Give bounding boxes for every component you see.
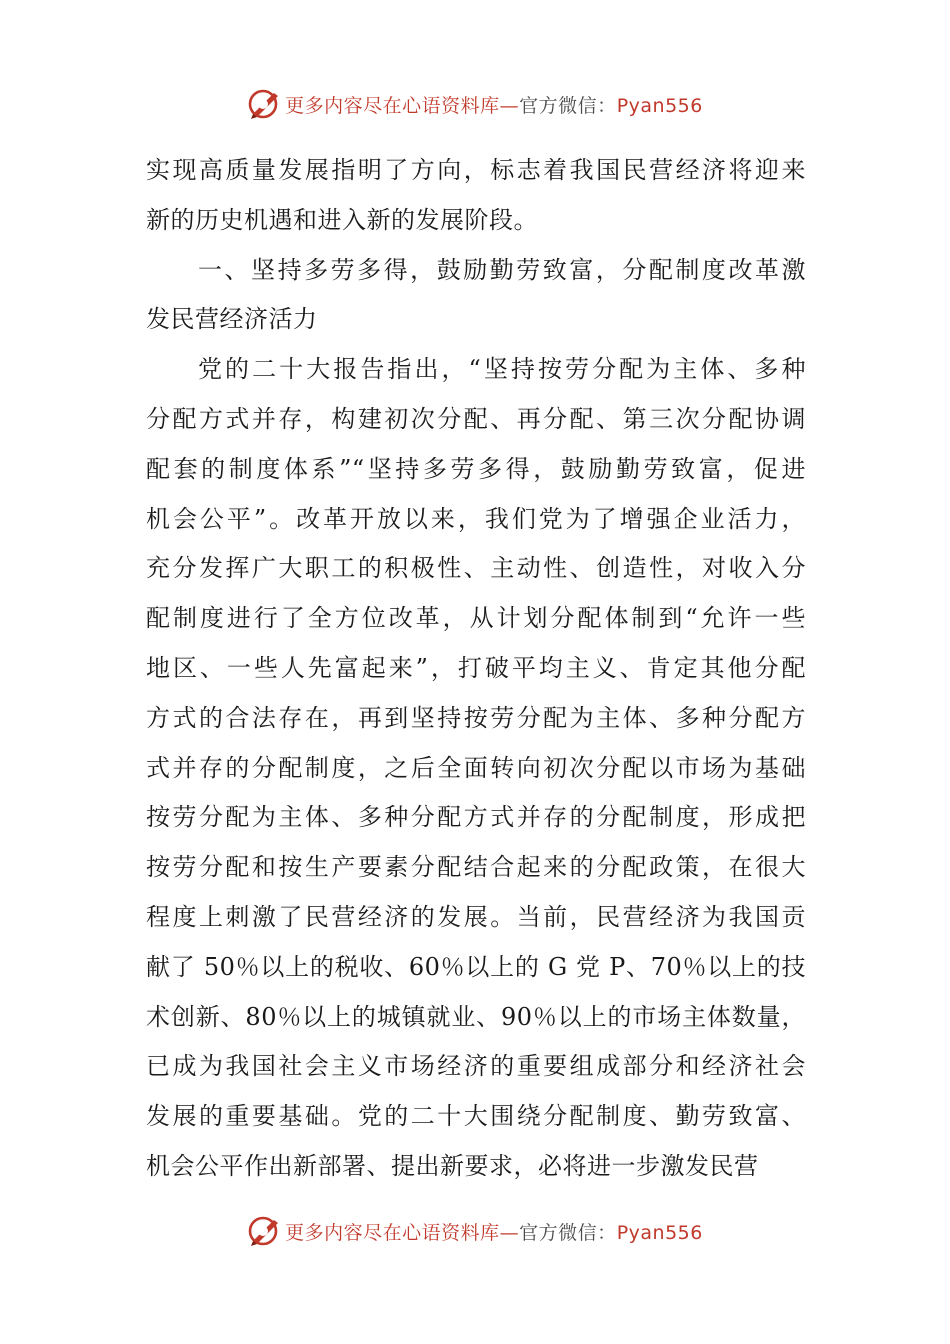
text-line: 按劳分配和按生产要素分配结合起来的分配政策，在很大: [146, 853, 806, 882]
footer-banner: [0, 1211, 950, 1251]
text-line: 实现高质量发展指明了方向，标志着我国民营经济将迎来: [146, 156, 806, 184]
text-line: 机会公平作出新部署、提出新要求，必将进一步激发民营: [146, 1151, 759, 1180]
banner-lead: 更多内容尽在心语资料库: [285, 94, 500, 117]
banner-text: [285, 91, 703, 118]
text-line: 充分发挥广大职工的积极性、主动性、创造性，对收入分: [146, 554, 806, 583]
paragraph: [146, 246, 806, 346]
text-line: 配套的制度体系”“坚持多劳多得，鼓励勤劳致富，促进: [146, 454, 806, 483]
pen-logo-icon: [247, 1214, 281, 1248]
text-line: 配制度进行了全方位改革，从计划分配体制到“允许一些: [146, 604, 806, 633]
text-line: 党的二十大报告指出，“坚持按劳分配为主体、多种: [198, 355, 806, 384]
banner-wechat-label: 官方微信：: [519, 1221, 617, 1244]
text-line: 地区、一些人先富起来”，打破平均主义、肯定其他分配: [146, 653, 806, 682]
text-line: 式并存的分配制度，之后全面转向初次分配以市场为基础: [146, 753, 806, 782]
text-line: 分配方式并存，构建初次分配、再分配、第三次分配协调: [146, 404, 806, 433]
text-line: 发民营经济活力: [146, 305, 318, 334]
text-line: 发展的重要基础。党的二十大围绕分配制度、勤劳致富、: [146, 1102, 806, 1131]
text-line: 方式的合法存在，再到坚持按劳分配为主体、多种分配方: [146, 703, 806, 732]
paragraph: [146, 146, 806, 246]
banner-separator: —: [499, 1221, 520, 1244]
document-body: [146, 146, 806, 1192]
text-line: 按劳分配为主体、多种分配方式并存的分配制度，形成把: [146, 803, 806, 832]
text-line: 术创新、80％以上的城镇就业、90％以上的市场主体数量，: [146, 1002, 806, 1031]
banner-wechat-id: Pyan556: [616, 94, 703, 117]
banner-separator: —: [499, 94, 520, 117]
banner-wechat-label: 官方微信：: [519, 94, 617, 117]
text-line: 一、坚持多劳多得，鼓励勤劳致富，分配制度改革激: [198, 255, 806, 284]
text-line: 献了 50％以上的税收、60％以上的 G 党 P、70％以上的技: [146, 952, 806, 981]
text-line: 新的历史机遇和进入新的发展阶段。: [146, 205, 538, 234]
paragraph: [146, 345, 806, 1192]
banner-lead: 更多内容尽在心语资料库: [285, 1221, 500, 1244]
text-line: 机会公平”。改革开放以来，我们党为了增强企业活力，: [146, 504, 806, 533]
header-banner: [0, 84, 950, 124]
banner-text: [285, 1218, 703, 1245]
text-line: 程度上刺激了民营经济的发展。当前，民营经济为我国贡: [146, 902, 806, 931]
pen-logo-icon: [247, 87, 281, 121]
text-line: 已成为我国社会主义市场经济的重要组成部分和经济社会: [146, 1052, 806, 1081]
banner-wechat-id: Pyan556: [616, 1221, 703, 1244]
